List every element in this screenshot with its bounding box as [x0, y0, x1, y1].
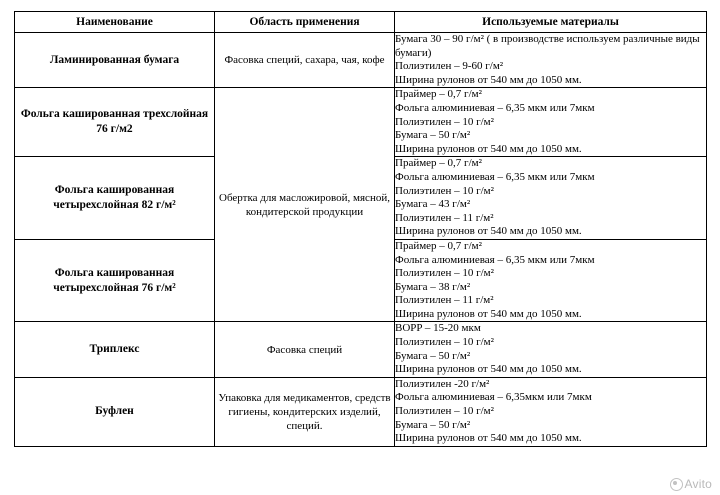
- material-line: Ширина рулонов от 540 мм до 1050 мм.: [395, 142, 582, 155]
- table-row: [15, 88, 707, 157]
- product-materials: [395, 88, 707, 157]
- product-name: Фольга кашированная четырехслойная 76 г/м²: [15, 239, 215, 322]
- material-line: Бумага 30 – 90 г/м² ( в производстве используем различные виды бумаги): [395, 33, 700, 59]
- product-name: Буфлен: [15, 377, 215, 446]
- material-line: Ширина рулонов от 540 мм до 1050 мм.: [395, 73, 582, 86]
- material-line: Полиэтилен – 11 г/м²: [395, 211, 494, 224]
- product-application: Фасовка специй, сахара, чая, кофе: [215, 33, 395, 88]
- avito-logo-icon: [670, 478, 683, 491]
- material-line: Ширина рулонов от 540 мм до 1050 мм.: [395, 307, 582, 320]
- material-line: Фольга алюминиевая – 6,35 мкм или 7мкм: [395, 170, 595, 183]
- material-line: Бумага – 38 г/м²: [395, 280, 471, 293]
- material-line: BOPP – 15-20 мкм: [395, 322, 481, 335]
- material-line: Бумага – 50 г/м²: [395, 129, 471, 142]
- product-name: Фольга кашированная трехслойная 76 г/м2: [15, 88, 215, 157]
- product-materials: [395, 377, 707, 446]
- product-application: Упаковка для медикаментов, средств гигиены, кондитерских изделий, специй.: [215, 377, 395, 446]
- header-row: [15, 12, 707, 33]
- material-line: Праймер – 0,7 г/м²: [395, 239, 482, 252]
- column-header-materials: Используемые материалы: [395, 12, 707, 33]
- material-line: Бумага – 50 г/м²: [395, 349, 471, 362]
- material-line: Ширина рулонов от 540 мм до 1050 мм.: [395, 432, 582, 445]
- avito-watermark: [670, 477, 712, 491]
- material-line: Бумага – 43 г/м²: [395, 198, 471, 211]
- product-materials: [395, 239, 707, 322]
- product-name: Ламинированная бумага: [15, 33, 215, 88]
- product-application: Фасовка специй: [215, 322, 395, 377]
- material-line: Ширина рулонов от 540 мм до 1050 мм.: [395, 225, 582, 238]
- product-name: Фольга кашированная четырехслойная 82 г/м²: [15, 157, 215, 240]
- product-application: Обертка для масложировой, мясной, кондитерской продукции: [215, 88, 395, 322]
- material-line: Фольга алюминиевая – 6,35 мкм или 7мкм: [395, 101, 595, 114]
- material-line: Полиэтилен -20 г/м²: [395, 377, 490, 390]
- product-materials: [395, 322, 707, 377]
- product-materials: [395, 33, 707, 88]
- table-row: [15, 322, 707, 377]
- material-line: Полиэтилен – 10 г/м²: [395, 336, 494, 349]
- material-line: Полиэтилен – 10 г/м²: [395, 405, 494, 418]
- material-line: Фольга алюминиевая – 6,35 мкм или 7мкм: [395, 253, 595, 266]
- table-row: [15, 377, 707, 446]
- material-line: Ширина рулонов от 540 мм до 1050 мм.: [395, 363, 582, 376]
- product-name: Триплекс: [15, 322, 215, 377]
- table-header: [15, 12, 707, 33]
- material-line: Полиэтилен – 11 г/м²: [395, 294, 494, 307]
- material-line: Полиэтилен – 10 г/м²: [395, 115, 494, 128]
- column-header-name: Наименование: [15, 12, 215, 33]
- table-row: [15, 33, 707, 88]
- table-body: [15, 33, 707, 447]
- material-line: Праймер – 0,7 г/м²: [395, 157, 482, 170]
- material-line: Полиэтилен – 10 г/м²: [395, 184, 494, 197]
- material-line: Бумага – 50 г/м²: [395, 418, 471, 431]
- watermark-label: Avito: [684, 477, 712, 491]
- column-header-application: Область применения: [215, 12, 395, 33]
- product-materials: [395, 157, 707, 240]
- material-line: Фольга алюминиевая – 6,35мкм или 7мкм: [395, 391, 592, 404]
- material-line: Праймер – 0,7 г/м²: [395, 88, 482, 101]
- material-line: Полиэтилен – 9-60 г/м²: [395, 60, 504, 73]
- material-line: Полиэтилен – 10 г/м²: [395, 267, 494, 280]
- materials-table: [14, 11, 707, 447]
